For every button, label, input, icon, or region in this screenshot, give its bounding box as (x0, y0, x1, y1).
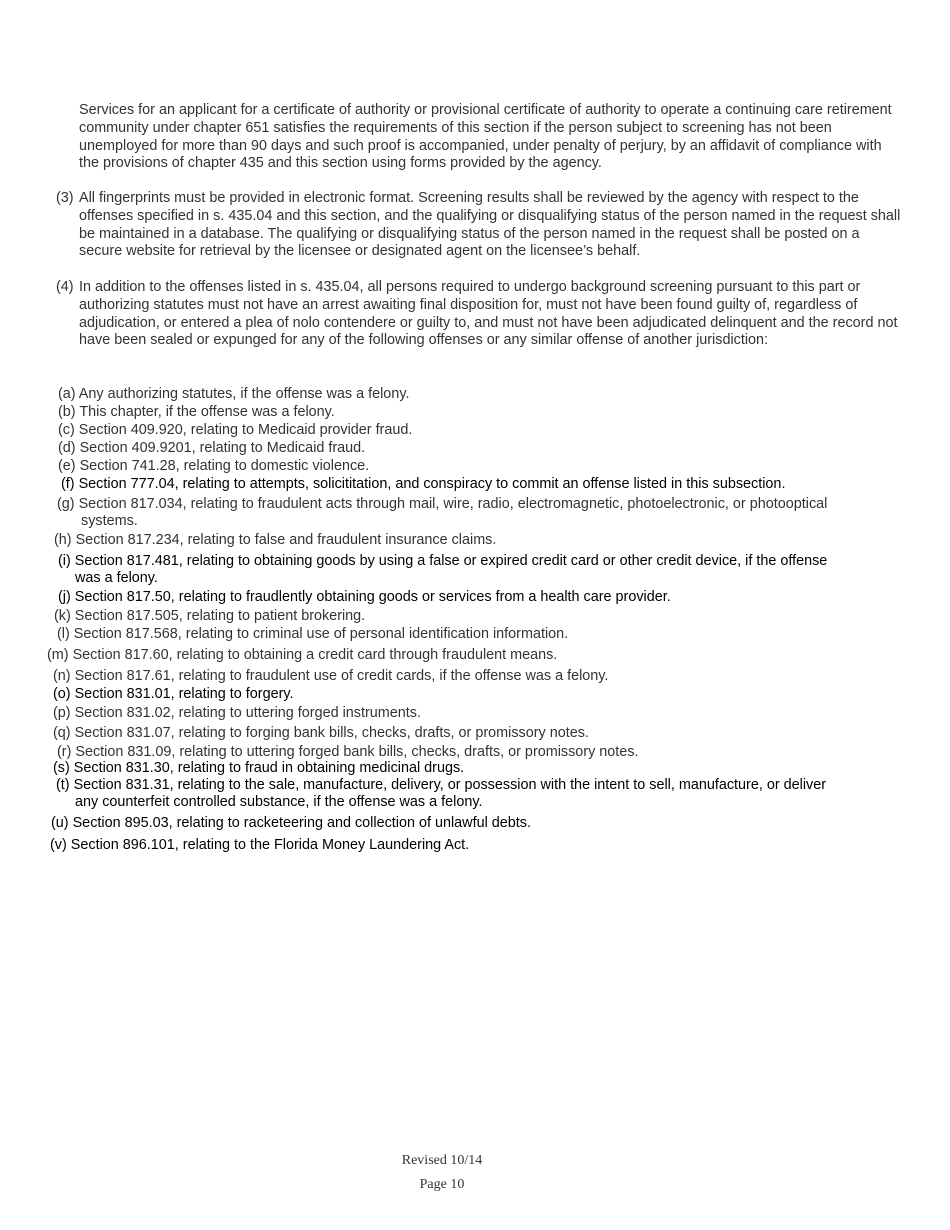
offense-item-m (47, 647, 557, 664)
offense-item-d-text: (d) Section 409.9201, relating to Medicaid fraud. (58, 440, 366, 456)
intro-paragraph (0, 102, 950, 173)
offense-item-u (51, 815, 531, 832)
offense-item-g (57, 496, 827, 529)
offense-item-e-text: (e) Section 741.28, relating to domestic violence. (58, 458, 370, 474)
offense-item-m-text: (m) Section 817.60, relating to obtaining a credit card through fraudulent means. (47, 647, 558, 663)
subsection-3-text: All fingerprints must be provided in electronic format. Screening results shall be reviewed by the agency with respect to the offenses specified in s. 435.04 and this section, and the qualifying or disqualifying status of the person named in the request shall be maintained in a database. The qualifying or disqualifying status of the person named in the request shall be posted on a secure website for retrieval by the licensee or designated agent on the licensee’s behalf. (79, 190, 901, 260)
offense-item-r-text: (r) Section 831.09, relating to uttering forged bank bills, checks, drafts, or promissory notes. (57, 744, 639, 760)
offense-item-t-text-cont: any counterfeit controlled substance, if the offense was a felony. (75, 793, 483, 810)
offense-item-p-text: (p) Section 831.02, relating to uttering forged instruments. (53, 705, 421, 721)
offense-item-v-text: (v) Section 896.101, relating to the Florida Money Laundering Act. (50, 837, 470, 853)
offense-item-n-text: (n) Section 817.61, relating to fraudulent use of credit cards, if the offense was a felony. (53, 668, 609, 684)
offense-item-p (53, 705, 421, 722)
offense-item-n (53, 668, 608, 685)
offense-item-g-text-cont: systems. (81, 512, 138, 529)
offense-item-j (58, 589, 671, 606)
offense-item-k (54, 608, 365, 625)
offense-item-l (57, 626, 568, 643)
offense-item-b-text: (b) This chapter, if the offense was a felony. (58, 404, 335, 420)
offense-item-k-text: (k) Section 817.505, relating to patient brokering. (54, 608, 366, 624)
intro-paragraph-text: Services for an applicant for a certificate of authority or provisional certificate of authority to operate a continuing care retirement community under chapter 651 satisfies the requirements of this section if the person subject to screening has not been unemployed for more than 90 days and such proof is accompanied, under penalty of perjury, by an affidavit of compliance with the provisions of chapter 435 and this section using forms provided by the agency. (79, 102, 892, 172)
offense-item-q-text: (q) Section 831.07, relating to forging bank bills, checks, drafts, or promissory notes. (53, 725, 589, 741)
offense-item-t-text: (t) Section 831.31, relating to the sale, manufacture, delivery, or possession with the intent to sell, manufacture, or deliver (56, 777, 827, 793)
offense-item-i-text-cont: was a felony. (75, 569, 158, 586)
offense-item-r (57, 744, 639, 761)
offense-item-a-text: (a) Any authorizing statutes, if the offense was a felony. (58, 386, 410, 402)
offense-item-t (56, 777, 826, 810)
offense-item-o-text: (o) Section 831.01, relating to forgery. (53, 686, 294, 702)
offense-item-q (53, 725, 589, 742)
offense-item-g-text: (g) Section 817.034, relating to fraudulent acts through mail, wire, radio, electromagnetic, photoelectronic, or photooptical (57, 496, 828, 512)
offense-item-f (61, 476, 785, 493)
offense-item-c (58, 422, 412, 439)
subsection-3-number: (3) (56, 190, 74, 206)
offense-item-l-text: (l) Section 817.568, relating to criminal use of personal identification information. (57, 626, 569, 642)
revision-note: Revised 10/14 (401, 1153, 483, 1168)
page-number: Page 10 (419, 1177, 465, 1192)
offense-item-u-text: (u) Section 895.03, relating to racketeering and collection of unlawful debts. (51, 815, 531, 831)
offense-item-o (53, 686, 294, 703)
offense-item-f-text: (f) Section 777.04, relating to attempts, solicititation, and conspiracy to commit an offense listed in this subsection. (61, 476, 786, 492)
offense-item-s (53, 760, 464, 777)
offense-item-e (58, 458, 369, 475)
subsection-3 (0, 190, 950, 261)
offense-item-h (54, 532, 496, 549)
offense-item-i-text: (i) Section 817.481, relating to obtaining goods by using a false or expired credit card or other credit device, if the offense (58, 553, 828, 569)
offense-item-a (58, 386, 409, 403)
offense-item-d (58, 440, 365, 457)
offense-item-c-text: (c) Section 409.920, relating to Medicaid provider fraud. (58, 422, 413, 438)
offense-item-i (58, 553, 827, 586)
subsection-4-number: (4) (56, 279, 74, 295)
offense-item-h-text: (h) Section 817.234, relating to false and fraudulent insurance claims. (54, 532, 497, 548)
offense-item-v (50, 837, 469, 854)
subsection-4-text: In addition to the offenses listed in s. 435.04, all persons required to undergo background screening pursuant to this part or authorizing statutes must not have an arrest awaiting final disposition for, must not have been found guilty of, regardless of adjudication, or entered a plea of nolo contendere or guilty to, and must not have been adjudicated delinquent and the record not have been sealed or expunged for any of the following offenses or any similar offense of another jurisdiction: (79, 279, 898, 349)
offense-item-j-text: (j) Section 817.50, relating to fraudlently obtaining goods or services from a health care provider. (58, 589, 671, 605)
offense-item-s-text: (s) Section 831.30, relating to fraud in obtaining medicinal drugs. (53, 760, 465, 776)
subsection-4 (0, 279, 950, 350)
offense-item-b (58, 404, 335, 421)
